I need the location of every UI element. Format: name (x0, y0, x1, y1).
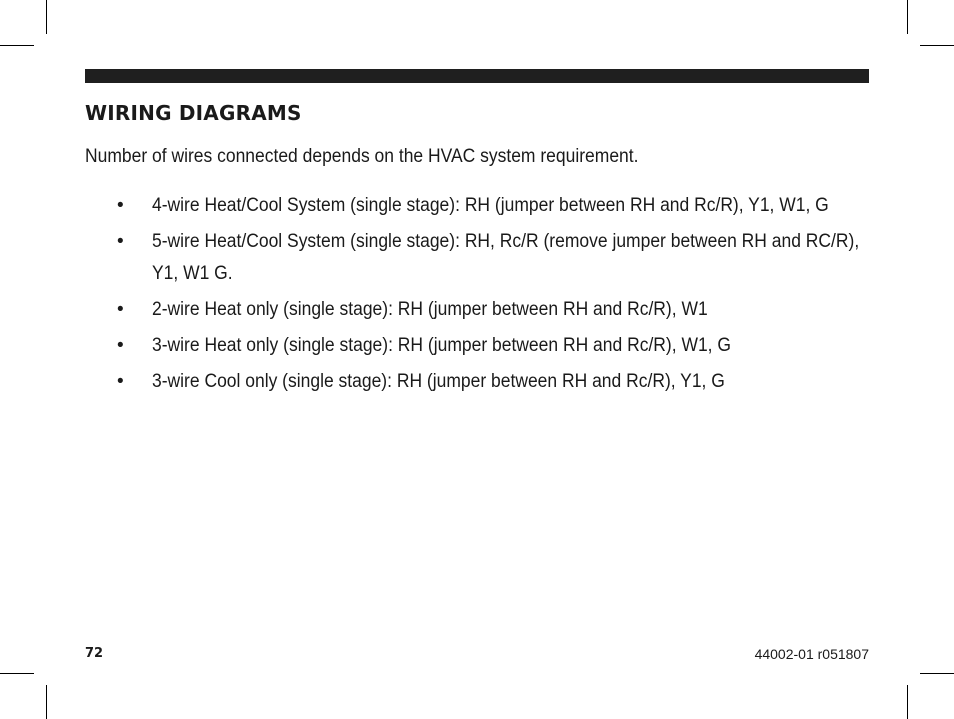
bullet-icon: • (117, 371, 124, 392)
list-item-text: 3-wire Heat only (single stage): RH (jumper between RH and Rc/R), W1, G (152, 335, 731, 356)
crop-mark (920, 45, 954, 46)
page-number: 72 (85, 646, 104, 661)
list-item (115, 330, 875, 362)
wiring-list (115, 190, 875, 402)
list-item-text: 5-wire Heat/Cool System (single stage): RH, Rc/R (remove jumper between RH and RC/R), Y1, W1 G. (152, 231, 860, 284)
header-rule (85, 69, 869, 83)
document-code: 44002-01 r051807 (754, 646, 869, 662)
intro-paragraph: Number of wires connected depends on the HVAC system requirement. (85, 146, 639, 167)
crop-mark (0, 45, 34, 46)
bullet-icon: • (117, 231, 124, 252)
crop-mark (907, 0, 908, 34)
list-item (115, 366, 875, 398)
list-item-text: 3-wire Cool only (single stage): RH (jumper between RH and Rc/R), Y1, G (152, 371, 725, 392)
crop-mark (920, 673, 954, 674)
bullet-icon: • (117, 335, 124, 356)
list-item (115, 226, 875, 290)
list-item (115, 190, 875, 222)
list-item-text: 2-wire Heat only (single stage): RH (jumper between RH and Rc/R), W1 (152, 299, 708, 320)
crop-mark (46, 685, 47, 719)
bullet-icon: • (117, 299, 124, 320)
list-item (115, 294, 875, 326)
list-item-text: 4-wire Heat/Cool System (single stage): RH (jumper between RH and Rc/R), Y1, W1, G (152, 195, 829, 216)
bullet-icon: • (117, 195, 124, 216)
crop-mark (46, 0, 47, 34)
crop-mark (0, 673, 34, 674)
section-title: WIRING DIAGRAMS (85, 101, 302, 125)
crop-mark (907, 685, 908, 719)
